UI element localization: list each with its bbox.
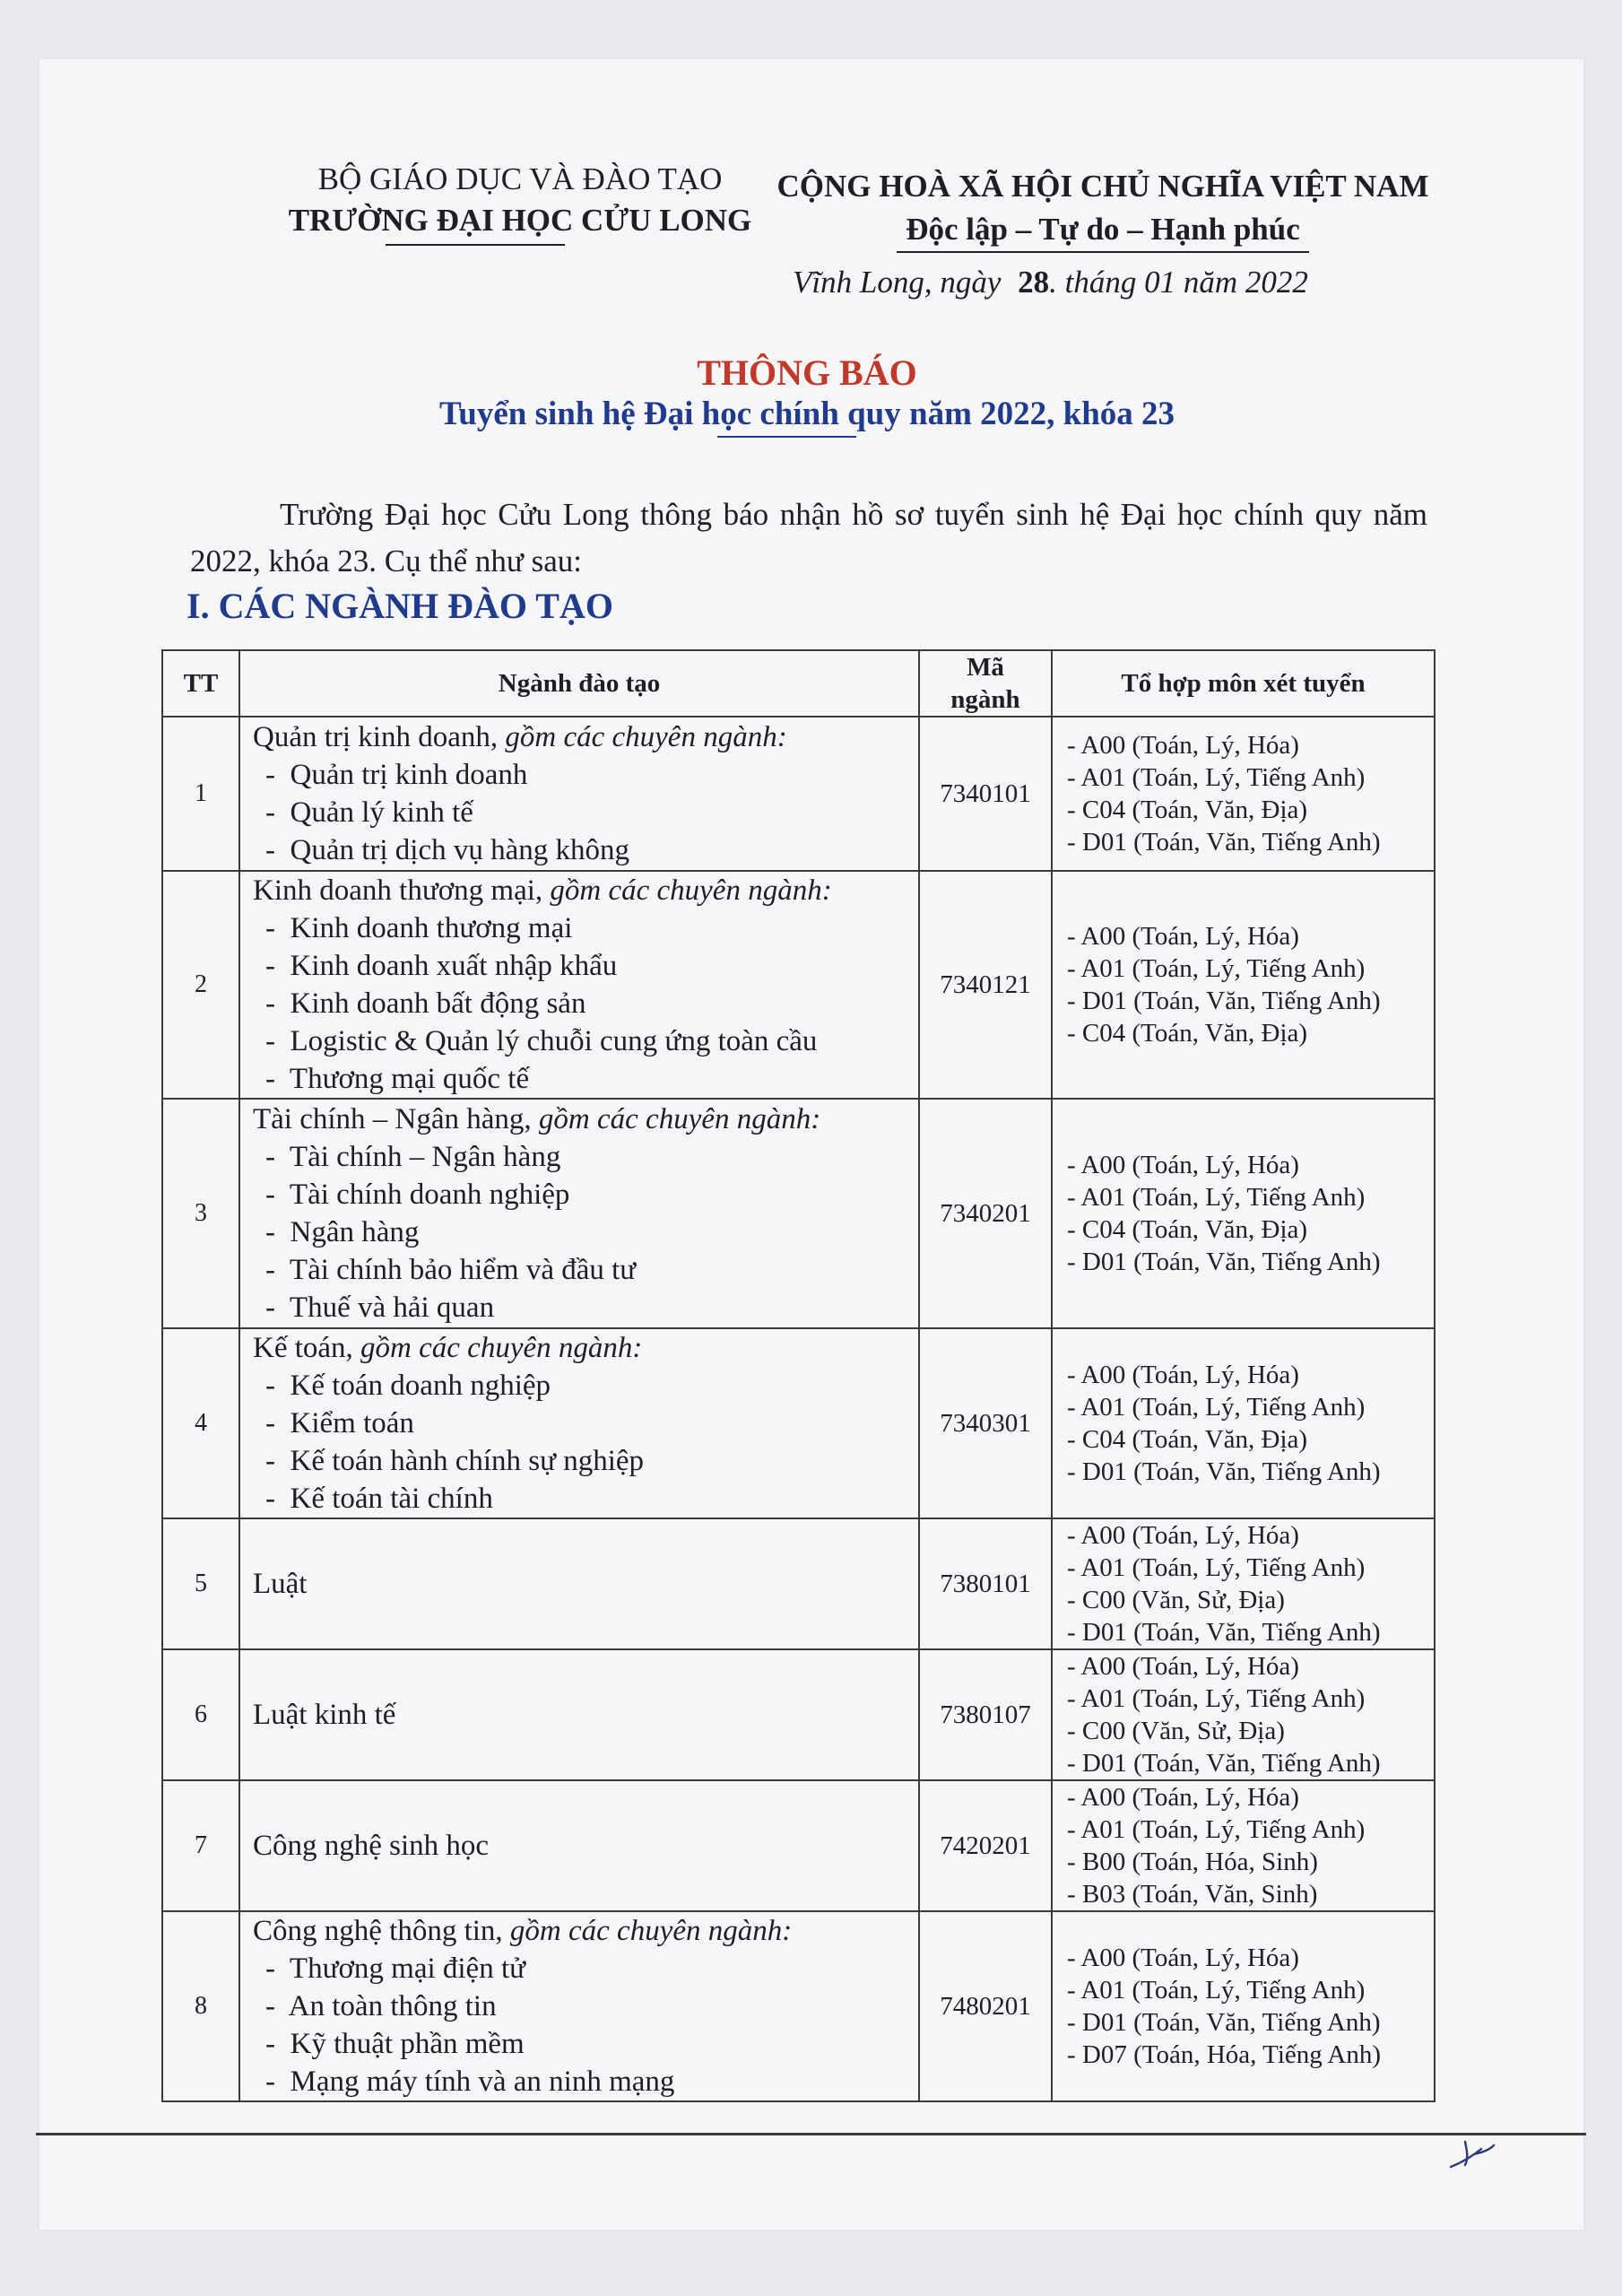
country-motto: Độc lập – Tự do – Hạnh phúc (906, 212, 1300, 247)
combo-item: - A01 (Toán, Lý, Tiếng Anh) (1067, 1813, 1434, 1846)
major-name: Công nghệ thông tin, (253, 1915, 503, 1947)
subject-combos (1052, 717, 1435, 871)
major-name: Luật kinh tế (253, 1699, 396, 1731)
major-cell (239, 871, 919, 1099)
combo-item: - A00 (Toán, Lý, Hóa) (1067, 1942, 1434, 1974)
major-code: 7340301 (919, 1328, 1052, 1518)
row-number: 6 (162, 1649, 239, 1780)
combo-item: - A00 (Toán, Lý, Hóa) (1067, 1149, 1434, 1181)
major-cell (239, 717, 919, 871)
table-row (162, 1911, 1435, 2101)
date-suffix: . tháng 01 năm 2022 (1049, 265, 1308, 300)
specialization-item: - Mạng máy tính và an ninh mạng (253, 2063, 918, 2100)
major-code: 7340121 (919, 871, 1052, 1099)
subject-combos (1052, 1518, 1435, 1649)
major-cell (239, 1649, 919, 1780)
ministry-name: BỘ GIÁO DỤC VÀ ĐÀO TẠO (317, 161, 723, 196)
specialization-item: - Quản lý kinh tế (253, 794, 918, 831)
major-note: gồm các chuyên ngành: (498, 721, 787, 753)
specialization-item: - Ngân hàng (253, 1213, 918, 1251)
date-day: 28 (1018, 265, 1050, 300)
combo-item: - A00 (Toán, Lý, Hóa) (1067, 1781, 1434, 1813)
table-row (162, 1649, 1435, 1780)
major-note: gồm các chuyên ngành: (531, 1103, 821, 1135)
header-combos: Tổ hợp môn xét tuyển (1052, 650, 1435, 717)
combo-item: - A00 (Toán, Lý, Hóa) (1067, 1519, 1434, 1552)
major-title (253, 1329, 918, 1367)
major-name: Luật (253, 1568, 308, 1600)
row-number: 7 (162, 1780, 239, 1911)
major-note: gồm các chuyên ngành: (352, 1332, 643, 1364)
combo-item: - D01 (Toán, Văn, Tiếng Anh) (1067, 1246, 1434, 1278)
subtitle-underline (717, 436, 856, 438)
major-cell (239, 1780, 919, 1911)
subject-combos (1052, 1911, 1435, 2101)
majors-table (161, 649, 1436, 2102)
major-code: 7340201 (919, 1099, 1052, 1328)
combo-item: - A01 (Toán, Lý, Tiếng Anh) (1067, 952, 1434, 985)
major-code: 7480201 (919, 1911, 1052, 2101)
specialization-item: - Kế toán tài chính (253, 1480, 918, 1518)
table-row (162, 1518, 1435, 1649)
row-number: 5 (162, 1518, 239, 1649)
major-cell (239, 1911, 919, 2101)
combo-item: - C04 (Toán, Văn, Địa) (1067, 1213, 1434, 1246)
major-name: Quản trị kinh doanh, (253, 721, 499, 753)
intro-paragraph: Trường Đại học Cửu Long thông báo nhận hồ sơ tuyển sinh hệ Đại học chính quy năm 2022, khóa 23. Cụ thể như sau: (190, 497, 1427, 578)
combo-item: - C04 (Toán, Văn, Địa) (1067, 794, 1434, 826)
issue-date (793, 260, 1438, 305)
table-row (162, 717, 1435, 871)
specialization-item: - Thuế và hải quan (253, 1289, 918, 1326)
major-note: gồm các chuyên ngành: (542, 874, 832, 907)
combo-item: - C04 (Toán, Văn, Địa) (1067, 1017, 1434, 1049)
major-code: 7340101 (919, 717, 1052, 871)
major-title (253, 872, 918, 909)
header-tt: TT (162, 650, 239, 717)
combo-item: - A00 (Toán, Lý, Hóa) (1067, 1650, 1434, 1683)
major-title (253, 1100, 918, 1138)
specialization-item: - Tài chính bảo hiểm và đầu tư (253, 1251, 918, 1289)
university-name: TRƯỜNG ĐẠI HỌC CỬU LONG (288, 203, 752, 238)
major-title (253, 1696, 918, 1734)
major-name: Kinh doanh thương mại, (253, 874, 543, 907)
major-note: gồm các chuyên ngành: (502, 1915, 793, 1947)
specialization-item: - Tài chính doanh nghiệp (253, 1176, 918, 1213)
table-row (162, 871, 1435, 1099)
combo-item: - C04 (Toán, Văn, Địa) (1067, 1423, 1434, 1456)
combo-item: - B03 (Toán, Văn, Sinh) (1067, 1878, 1434, 1910)
subject-combos (1052, 1099, 1435, 1328)
university-name-underline (386, 244, 565, 246)
date-prefix: Vĩnh Long, ngày (793, 265, 1002, 300)
major-code: 7380101 (919, 1518, 1052, 1649)
specialization-item: - Kinh doanh bất động sản (253, 985, 918, 1022)
table-row (162, 1328, 1435, 1518)
table-row (162, 1780, 1435, 1911)
specialization-item: - Quản trị kinh doanh (253, 756, 918, 794)
header-major: Ngành đào tạo (239, 650, 919, 717)
combo-item: - A01 (Toán, Lý, Tiếng Anh) (1067, 1683, 1434, 1715)
combo-item: - B00 (Toán, Hóa, Sinh) (1067, 1846, 1434, 1878)
subject-combos (1052, 1649, 1435, 1780)
specialization-item: - Tài chính – Ngân hàng (253, 1138, 918, 1176)
specialization-item: - Quản trị dịch vụ hàng không (253, 831, 918, 869)
combo-item: - A00 (Toán, Lý, Hóa) (1067, 1359, 1434, 1391)
header-code: Mã ngành (919, 650, 1052, 717)
row-number: 4 (162, 1328, 239, 1518)
specialization-item: - Logistic & Quản lý chuỗi cung ứng toàn cầu (253, 1022, 918, 1060)
major-code: 7380107 (919, 1649, 1052, 1780)
combo-item: - D07 (Toán, Hóa, Tiếng Anh) (1067, 2039, 1434, 2071)
combo-item: - A01 (Toán, Lý, Tiếng Anh) (1067, 1391, 1434, 1423)
major-title (253, 718, 918, 756)
announcement-subtitle: Tuyển sinh hệ Đại học chính quy năm 2022, khóa 23 (438, 396, 1175, 432)
subject-combos (1052, 871, 1435, 1099)
row-number: 8 (162, 1911, 239, 2101)
major-name: Công nghệ sinh học (253, 1830, 490, 1862)
specialization-item: - Kế toán doanh nghiệp (253, 1367, 918, 1405)
combo-item: - A00 (Toán, Lý, Hóa) (1067, 920, 1434, 952)
combo-item: - A01 (Toán, Lý, Tiếng Anh) (1067, 1181, 1434, 1213)
specialization-item: - Thương mại điện tử (253, 1950, 918, 1987)
specialization-item: - Kỹ thuật phần mềm (253, 2025, 918, 2063)
combo-item: - A01 (Toán, Lý, Tiếng Anh) (1067, 1974, 1434, 2006)
combo-item: - A00 (Toán, Lý, Hóa) (1067, 729, 1434, 761)
footer-rule (36, 2133, 1586, 2135)
subject-combos (1052, 1328, 1435, 1518)
specialization-item: - Thương mại quốc tế (253, 1060, 918, 1098)
major-cell (239, 1518, 919, 1649)
table-row (162, 1099, 1435, 1328)
combo-item: - A01 (Toán, Lý, Tiếng Anh) (1067, 761, 1434, 794)
specialization-item: - Kiểm toán (253, 1405, 918, 1442)
major-title (253, 1565, 918, 1603)
combo-item: - C00 (Văn, Sử, Địa) (1067, 1715, 1434, 1747)
major-name: Tài chính – Ngân hàng, (253, 1103, 532, 1135)
combo-item: - D01 (Toán, Văn, Tiếng Anh) (1067, 1456, 1434, 1488)
major-title (253, 1827, 918, 1865)
section-heading: I. CÁC NGÀNH ĐÀO TẠO (186, 586, 613, 626)
combo-item: - D01 (Toán, Văn, Tiếng Anh) (1067, 826, 1434, 858)
majors-table-body (162, 717, 1435, 2101)
specialization-item: - Kinh doanh xuất nhập khẩu (253, 947, 918, 985)
major-code: 7420201 (919, 1780, 1052, 1911)
major-title (253, 1912, 918, 1950)
combo-item: - A01 (Toán, Lý, Tiếng Anh) (1067, 1552, 1434, 1584)
major-cell (239, 1328, 919, 1518)
motto-underline (897, 251, 1309, 253)
combo-item: - D01 (Toán, Văn, Tiếng Anh) (1067, 1747, 1434, 1779)
row-number: 1 (162, 717, 239, 871)
announcement-title: THÔNG BÁO (697, 352, 917, 393)
specialization-item: - Kế toán hành chính sự nghiệp (253, 1442, 918, 1480)
specialization-item: - Kinh doanh thương mại (253, 909, 918, 947)
combo-item: - D01 (Toán, Văn, Tiếng Anh) (1067, 1616, 1434, 1648)
major-cell (239, 1099, 919, 1328)
specialization-item: - An toàn thông tin (253, 1987, 918, 2025)
subject-combos (1052, 1780, 1435, 1911)
major-name: Kế toán, (253, 1332, 353, 1364)
combo-item: - C00 (Văn, Sử, Địa) (1067, 1584, 1434, 1616)
combo-item: - D01 (Toán, Văn, Tiếng Anh) (1067, 985, 1434, 1017)
country-name: CỘNG HOÀ XÃ HỘI CHỦ NGHĨA VIỆT NAM (776, 169, 1429, 204)
row-number: 3 (162, 1099, 239, 1328)
combo-item: - D01 (Toán, Văn, Tiếng Anh) (1067, 2006, 1434, 2039)
table-header-row (162, 650, 1435, 717)
row-number: 2 (162, 871, 239, 1099)
